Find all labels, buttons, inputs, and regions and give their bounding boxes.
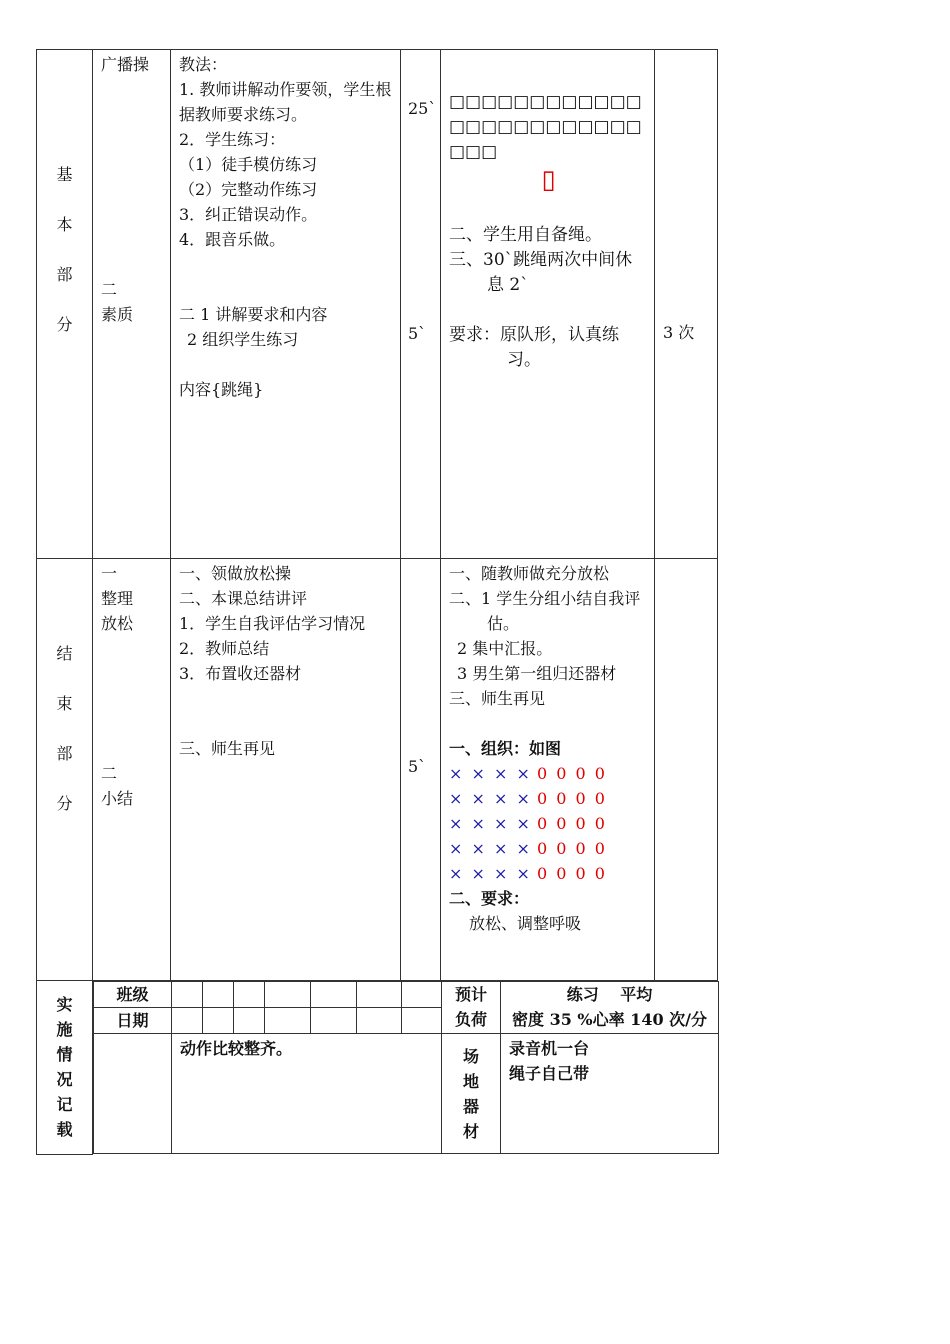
method-line: 二 1 讲解要求和内容 [179,305,328,324]
load-value-line: 练习 平均 [566,985,653,1004]
end-section-row [37,559,718,981]
record-section-label [37,981,93,1155]
basic-section-label [37,50,93,559]
class-cell[interactable] [234,982,265,1008]
class-cell[interactable] [402,982,442,1008]
equipment-item: 录音机一台 [509,1039,590,1058]
record-inner-table [93,981,719,1154]
section-char: 部 [56,744,73,763]
section-char: 记 [56,1095,73,1115]
method-line: 1. 教师讲解动作要领，学生根据教师要求练习。 [179,80,392,124]
date-label: 日期 [94,1008,172,1034]
end-content-cell [93,559,171,981]
org-heading: 一、组织：如图 [449,739,562,758]
content-label: 放松 [101,614,134,633]
content-number: 二 [101,764,118,783]
formation-x: × × × × [449,764,532,783]
record-row [37,981,718,1155]
section-char: 分 [56,794,73,813]
formation-o: 0 0 0 0 [536,864,607,883]
org-line: 放松、调整呼吸 [469,914,582,933]
end-time-cell [401,559,441,981]
class-label: 班级 [94,982,172,1008]
method-line: （2）完整动作练习 [179,180,318,199]
method-line: 2 组织学生练习 [187,330,299,349]
content-label: 小结 [101,789,134,808]
method-line: 2．教师总结 [179,639,270,658]
method-line: 2．学生练习： [179,130,286,149]
section-char: 基 [56,165,73,184]
date-cell[interactable] [402,1008,442,1034]
section-char: 分 [56,315,73,334]
formation-o: 0 0 0 0 [536,789,607,808]
time-value: 5` [408,757,427,776]
org-line: 二、学生用自备绳。 [449,225,602,245]
org-line: 三、30`跳绳两次中间休息 2` [449,250,633,295]
end-times-cell [655,559,718,981]
class-cell[interactable] [203,982,234,1008]
content-label: 整理 [101,589,134,608]
section-char: 况 [56,1070,73,1090]
method-line: 二、本课总结讲评 [179,589,308,608]
basic-section-row [37,50,718,559]
equipment-item: 绳子自己带 [509,1064,590,1083]
basic-times-cell [655,50,718,559]
formation-o: 0 0 0 0 [536,839,607,858]
section-char: 载 [56,1120,73,1140]
equipment-label [442,1034,501,1154]
method-line: 3．纠正错误动作。 [179,205,318,224]
date-cell[interactable] [172,1008,203,1034]
figure-placeholder-icon: ▯ [541,165,556,195]
class-cell[interactable] [172,982,203,1008]
equipment-label-char: 器 [462,1097,479,1116]
org-heading: 二、要求： [449,889,530,908]
load-label-line: 预计 [454,985,487,1004]
org-line: 二、1 学生分组小结自我评估。 [449,589,641,633]
section-char: 部 [56,265,73,284]
section-char: 施 [56,1020,73,1040]
method-line: 1．学生自我评估学习情况 [179,614,366,633]
org-line: 一、随教师做充分放松 [449,564,610,583]
method-title: 教法： [179,55,228,74]
date-cell[interactable] [234,1008,265,1034]
time-value: 5` [408,324,427,343]
content-label: 素质 [101,305,134,324]
formation-o: 0 0 0 0 [536,814,607,833]
section-char: 实 [56,995,73,1015]
end-section-label [37,559,93,981]
org-line: □□□□□□□□□□□□□□□□□□□□□□□□□□□ [449,92,642,162]
content-number: 一 [101,564,118,583]
basic-time-cell [401,50,441,559]
content-label: 广播操 [101,55,150,74]
equipment-list [501,1034,719,1154]
formation-o: 0 0 0 0 [536,764,607,783]
org-requirement: 要求：原队形，认真练习。 [449,325,619,370]
load-label [442,982,501,1034]
method-line: （1）徒手模仿练习 [179,155,318,174]
date-cell[interactable] [265,1008,311,1034]
load-value-line: 密度 35 %心率 140 次/分 [512,1010,707,1029]
load-value [501,982,719,1034]
method-line: 三、师生再见 [179,739,276,758]
formation-x: × × × × [449,789,532,808]
end-method-cell [171,559,401,981]
class-cell[interactable] [357,982,402,1008]
record-blank-cell [94,1034,172,1154]
times-value: 3 次 [663,323,695,342]
method-line: 3．布置收还器材 [179,664,302,683]
formation-x: × × × × [449,814,532,833]
section-char: 情 [56,1045,73,1065]
formation-x: × × × × [449,864,532,883]
end-organization-cell [441,559,655,981]
equipment-label-char: 材 [462,1122,479,1141]
method-line: 一、领做放松操 [179,564,292,583]
class-cell[interactable] [311,982,357,1008]
class-cell[interactable] [265,982,311,1008]
org-line: 三、师生再见 [449,689,546,708]
formation-x: × × × × [449,839,532,858]
date-cell[interactable] [203,1008,234,1034]
lesson-plan-table [36,49,718,1155]
basic-content-cell [93,50,171,559]
content-number: 二 [101,280,118,299]
basic-organization-cell [441,50,655,559]
record-body [93,981,718,1155]
section-char: 结 [56,644,73,663]
org-line: 2 集中汇报。 [457,639,553,658]
org-line: 3 男生第一组归还器材 [457,664,617,683]
section-char: 束 [56,694,73,713]
record-note-text: 动作比较整齐。 [180,1039,293,1058]
date-cell[interactable] [357,1008,402,1034]
equipment-label-char: 地 [462,1072,479,1091]
method-line: 4．跟音乐做。 [179,230,286,249]
time-value: 25` [408,99,437,118]
date-cell[interactable] [311,1008,357,1034]
record-note [172,1034,442,1154]
formation-diagram [449,761,648,886]
load-label-line: 负荷 [454,1010,487,1029]
method-line: 内容{跳绳} [179,380,264,399]
section-char: 本 [56,215,73,234]
basic-method-cell [171,50,401,559]
equipment-label-char: 场 [462,1047,479,1066]
